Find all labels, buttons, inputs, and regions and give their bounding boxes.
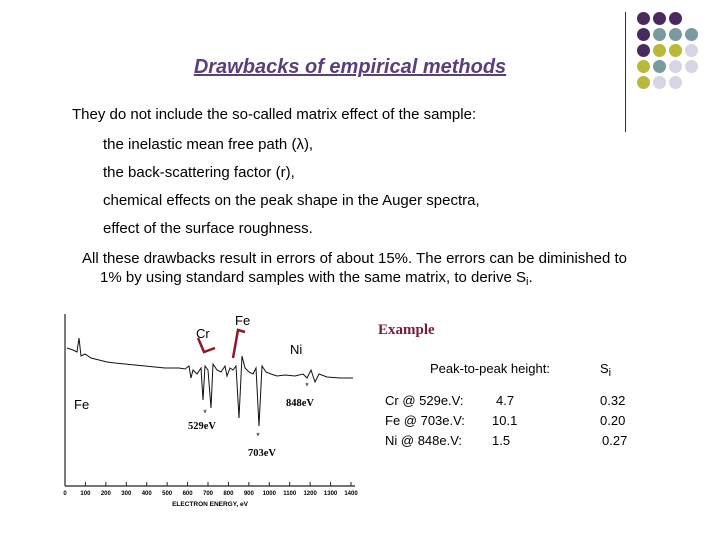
tick-label: 0 [63,491,67,497]
example-heading: Example [378,322,435,338]
tick-label: 100 [80,491,91,497]
tick-label: 200 [100,491,111,497]
tick-label: 400 [141,491,152,497]
tick-label: 1300 [323,491,338,497]
summary-paragraph [82,249,682,292]
element-label-fe-top: Fe [235,313,251,328]
peak-marker: * [305,381,309,391]
table-row-height: 4.7 [496,393,515,408]
table-header-s [600,361,611,379]
decorative-dot [669,12,682,25]
tick-label: 600 [182,491,193,497]
tick-label: 700 [202,491,214,497]
peak-label-529: 529eV [188,421,216,432]
summary-subscript: i [526,276,529,288]
tick-label: 800 [223,491,234,497]
summary-period: . [528,269,533,286]
spectrum-tick-labels [63,491,358,497]
element-label-cr: Cr [196,326,210,341]
table-row-name: Cr @ 529e.V: [385,393,464,408]
peak-marker: * [203,408,207,418]
decorative-dot [637,12,650,25]
summary-line-2 [82,268,682,292]
table-header-height: Peak-to-peak height: [430,361,550,376]
table-header-s-subscript: i [608,367,612,379]
tick-label: 1200 [303,491,317,497]
decorative-dot [637,28,650,41]
auger-spectrum-figure [55,308,365,513]
tick-label: 1000 [262,491,276,497]
tick-label: 500 [162,491,173,497]
bullet-item: effect of the surface roughness. [103,220,313,237]
decorative-dot [685,28,698,41]
table-row-s: 0.20 [600,413,626,428]
element-label-fe-left: Fe [74,397,90,412]
summary-line-2-text: 1% by using standard samples with the same matrix, to derive S [100,269,527,286]
bullet-item: the inelastic mean free path (λ), [103,136,314,153]
pointer-fe [233,330,245,358]
table-header-s-text: S [600,361,609,376]
table-row-s: 0.27 [602,433,628,448]
tick-label: 300 [121,491,132,497]
tick-label: 1100 [283,491,297,497]
slide-title: Drawbacks of empirical methods [193,56,507,78]
summary-line-1: All these drawbacks result in errors of about 15%. The errors can be diminished to [82,250,627,267]
spectrum-trace [67,338,353,426]
tick-label: 900 [243,491,254,497]
table-row-height: 1.5 [492,433,511,448]
spectrum-axis-label: ELECTRON ENERGY, eV [172,501,248,508]
decorative-dot [653,28,666,41]
table-row-height: 10.1 [492,413,518,428]
tick-label: 1400 [344,491,358,497]
table-row-name: Fe @ 703e.V: [385,413,465,428]
peak-marker: * [256,431,260,441]
element-label-ni: Ni [290,342,303,357]
intro-text: They do not include the so-called matrix effect of the sample: [72,106,477,123]
bullet-item: chemical effects on the peak shape in the Auger spectra, [103,192,480,209]
peak-label-703: 703eV [248,448,276,459]
bullet-item: the back-scattering factor (r), [103,164,295,181]
table-row-name: Ni @ 848e.V: [385,433,463,448]
decorative-dot [653,12,666,25]
table-row-s: 0.32 [600,393,626,408]
peak-label-848: 848eV [286,398,314,409]
decorative-dot [669,28,682,41]
